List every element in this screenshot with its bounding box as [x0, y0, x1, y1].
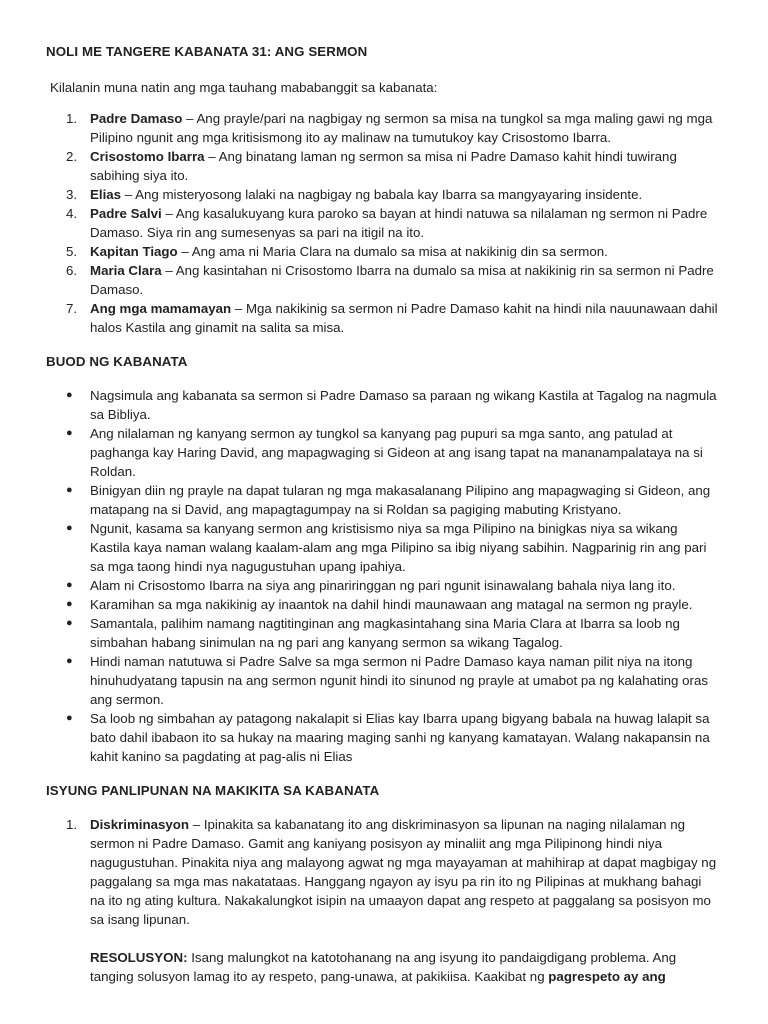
summary-text: Binigyan diin ng prayle na dapat tularan ng mga makasalanang Pilipino ang mapagwaging si Gideon, ang matapang na si David, ang mapagtagumpay na si Roldan sa pagiging mabuting Kristyano. [90, 483, 711, 517]
summary-item [46, 424, 718, 481]
bullet-icon: ● [66, 579, 73, 591]
summary-item [46, 481, 718, 519]
character-item [46, 261, 718, 299]
character-name: Padre Salvi [90, 206, 162, 221]
character-description: – Ang prayle/pari na nagbigay ng sermon sa misa na tungkol sa mga maling gawi ng mga Pilipino ngunit ang mga kritisismong ito ay malinaw na tumutukoy kay Crisostomo Ibarra. [90, 111, 713, 145]
summary-text: Hindi naman natutuwa si Padre Salve sa mga sermon ni Padre Damaso kaya naman pilit niya na itong hinuhudyatang tapusin na ang sermon ngunit hindi ito sinunod ng prayle at umabot pa ng kalahating oras ang sermon. [90, 654, 709, 707]
bullet-icon: ● [66, 617, 73, 629]
character-item [46, 185, 718, 204]
character-description: – Ang ama ni Maria Clara na dumalo sa misa at nakikinig din sa sermon. [177, 244, 608, 259]
issue-item [46, 815, 718, 986]
summary-text: Nagsimula ang kabanata sa sermon si Padre Damaso sa paraan ng wikang Kastila at Tagalog na nagmula sa Bibliya. [90, 388, 717, 422]
character-description: – Ang kasalukuyang kura paroko sa bayan at hindi natuwa sa nilalaman ng sermon ni Padre Damaso. Siya rin ang sumesenyas sa pari na itigil na ito. [90, 206, 708, 240]
issue-list [46, 815, 718, 986]
list-number: 2. [66, 149, 78, 164]
summary-text: Karamihan sa mga nakikinig ay inaantok na dahil hindi maunawaan ang matagal na sermon ng prayle. [90, 597, 693, 612]
character-name: Maria Clara [90, 263, 162, 278]
bullet-icon: ● [66, 598, 73, 610]
character-description: – Mga nakikinig sa sermon ni Padre Damaso kahit na hindi nila nauunawaan dahil halos Kastila ang ginamit na salita sa misa. [90, 301, 718, 335]
bullet-icon: ● [66, 712, 73, 724]
list-number: 4. [66, 206, 78, 221]
summary-item [46, 576, 718, 595]
summary-text: Sa loob ng simbahan ay patagong nakalapit si Elias kay Ibarra upang bigyang babala na huwag lalapit sa bato dahil ibabaon ito sa hukay na maaring maging sanhi ng kanyang kamatayan. Walang nakapansin na kahit kanino sa pagdating at pag-alis ni Elias [90, 711, 710, 764]
summary-text: Ang nilalaman ng kanyang sermon ay tungkol sa kanyang pag pupuri sa mga santo, ang patulad at paghanga kay Haring David, ang mapagwaging si Gideon at ang isang tapat na mananampalataya na si Roldan. [90, 426, 703, 479]
bullet-icon: ● [66, 389, 73, 401]
character-item [46, 147, 718, 185]
summary-text: Samantala, palihim namang nagtitinginan ang magkasintahang sina Maria Clara at Ibarra sa loob ng simbahan habang sinimulan na ng pari ang kanyang sermon sa wikang Tagalog. [90, 616, 680, 650]
character-description: – Ang binatang laman ng sermon sa misa ni Padre Damaso kahit hindi tuwirang sabihing siya ito. [90, 149, 677, 183]
list-number: 5. [66, 244, 78, 259]
character-description: – Ang kasintahan ni Crisostomo Ibarra na dumalo sa misa at nakikinig rin sa sermon ni Padre Damaso. [90, 263, 714, 297]
list-number: 3. [66, 187, 78, 202]
summary-item [46, 595, 718, 614]
issue-description: – Ipinakita sa kabanatang ito ang diskriminasyon sa lipunan na naging nilalaman ng sermon ni Padre Damaso. Gamit ang kaniyang posisyon ay minaliit ang mga Pilipinong hindi niya nagugustuhan. Pinakita niya ang malayong agwat ng mga mayayaman at mahihirap at dapat magbigay ng paggalang sa mga mas nakatataas. Hanggang ngayon ay isyu pa rin ito ng Pilipinas at mukhang bahagi na ito ng ating kultura. Nakakalungkot isipin na umaayon dapat ang respeto at paggalang sa posisyon mo sa isang lipunan. [90, 817, 717, 927]
summary-item [46, 652, 718, 709]
summary-text: Alam ni Crisostomo Ibarra na siya ang pinariringgan ng pari ngunit isinawalang bahala niya lang ito. [90, 578, 676, 593]
issue-paragraph [90, 815, 718, 929]
list-number: 7. [66, 301, 78, 316]
resolution-paragraph [90, 948, 718, 986]
bullet-icon: ● [66, 484, 73, 496]
character-item [46, 204, 718, 242]
bullet-icon: ● [66, 522, 73, 534]
summary-item [46, 519, 718, 576]
character-item [46, 299, 718, 337]
character-name: Ang mga mamamayan [90, 301, 232, 316]
character-name: Kapitan Tiago [90, 244, 178, 259]
summary-item [46, 614, 718, 652]
summary-heading: BUOD NG KABANATA [46, 354, 188, 369]
character-item [46, 242, 718, 261]
character-name: Crisostomo Ibarra [90, 149, 205, 164]
character-item [46, 109, 718, 147]
bullet-icon: ● [66, 655, 73, 667]
page-title: NOLI ME TANGERE KABANATA 31: ANG SERMON [46, 44, 368, 59]
summary-list [46, 386, 718, 766]
character-name: Padre Damaso [90, 111, 183, 126]
list-number: 1. [66, 111, 78, 126]
character-list [46, 109, 718, 337]
intro-text: Kilalanin muna natin ang mga tauhang mababanggit sa kabanata: [50, 80, 438, 95]
summary-item [46, 386, 718, 424]
issues-heading: ISYUNG PANLIPUNAN NA MAKIKITA SA KABANATA [46, 783, 380, 798]
character-description: – Ang misteryosong lalaki na nagbigay ng babala kay Ibarra sa mangyayaring insidente. [121, 187, 643, 202]
list-number: 1. [66, 817, 78, 832]
bullet-icon: ● [66, 427, 73, 439]
resolution-bold-end: pagrespeto ay ang [548, 969, 666, 984]
list-number: 6. [66, 263, 78, 278]
character-name: Elias [90, 187, 122, 202]
summary-item [46, 709, 718, 766]
resolution-label: RESOLUSYON: [90, 950, 188, 965]
issue-name: Diskriminasyon [90, 817, 190, 832]
resolution-text: Isang malungkot na katotohanang na ang isyung ito pandaigdigang problema. Ang tanging solusyon lamag ito ay respeto, pang-unawa, at pakikiisa. Kaakibat ng [90, 950, 677, 984]
summary-text: Ngunit, kasama sa kanyang sermon ang kristisismo niya sa mga Pilipino na binigkas niya sa wikang Kastila kaya naman walang kaalam-alam ang mga Pilipino sa ibig niyang sabihin. Nagparinig rin ang pari sa mga taong hindi nya nagugustuhan upang ipahiya. [90, 521, 707, 574]
